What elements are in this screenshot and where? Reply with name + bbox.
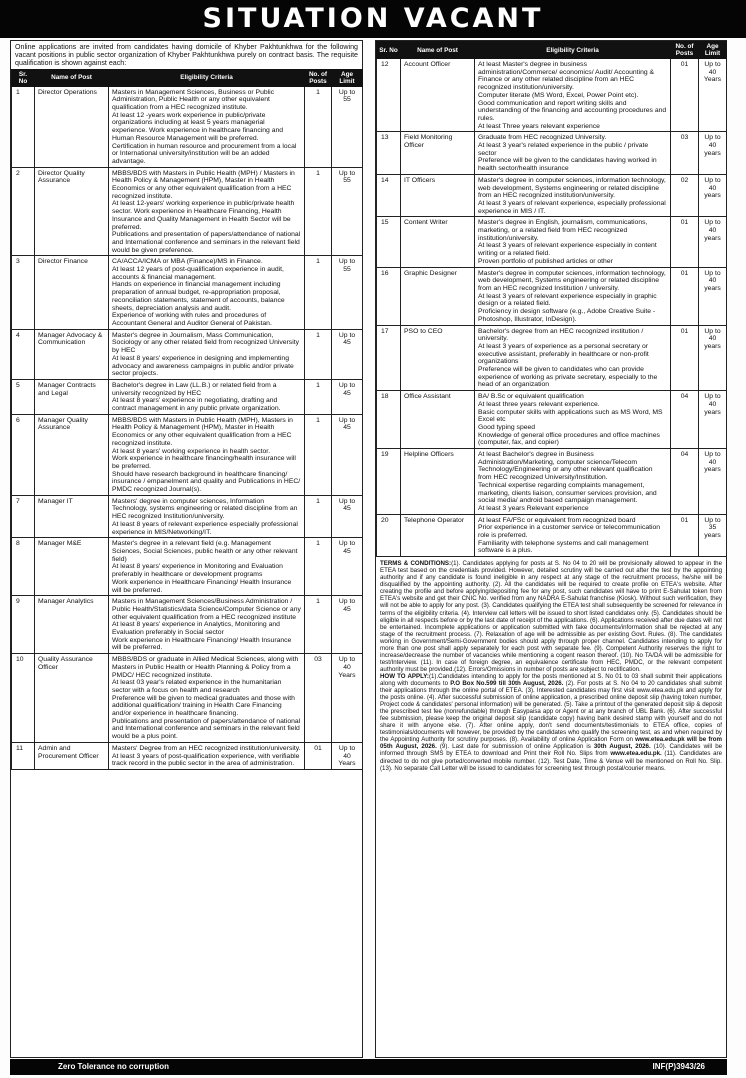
- post-name-cell: PSO to CEO: [401, 325, 475, 391]
- table-body-left: [12, 86, 363, 769]
- criteria-cell: MBBS/BDS or graduate in Allied Medical Sciences, along with Masters in Public Health or Health Planning & Policy from a PMDC/ HEC recognized institute. At least 03 year's related experience in the humanitarian sector with a focus on health and research Preference will be given to medical graduates and those with additional qualification/ training in Health Care Financing and/or experience in healthcare financing. Publications and presentation of papers/attendance of national and International conference and seminars in the relevant field would be a plus point.: [109, 654, 305, 743]
- criteria-cell: MBBS/BDS with Masters in Public Health (MPH) / Masters in Health Policy & Management (HPM), Master in Health Economics or any other equivalent qualification from a HEC recognized institute. At least 12-years' working experience in public/private health sector. Work experience in Healthcare Financing, Health Insurance and Quality Management in Health Sector will be preferred. Publications and presentation of papers/attendance of national and International conference and seminars in the relevant field would be given preference.: [109, 167, 305, 256]
- post-name-cell: Manager Analytics: [35, 596, 109, 654]
- apply-text: (1).Candidates intending to apply for the posts mentioned at S. No 01 to 03 shall submit their applications along with documents to: [380, 672, 722, 687]
- footer-slogan: Zero Tolerance no corruption: [58, 1062, 169, 1071]
- posts-count-cell: 1: [305, 414, 332, 495]
- table-row: [377, 267, 727, 325]
- apply-text: (9). Last date for submission of online Application is: [436, 743, 594, 751]
- header-posts: No. of Posts: [671, 42, 699, 59]
- sr-cell: 13: [377, 132, 401, 175]
- post-name-cell: Account Officer: [401, 59, 475, 132]
- table-row: [377, 174, 727, 217]
- header-criteria: Eligibility Criteria: [109, 69, 305, 86]
- post-name-cell: Quality Assurance Officer: [35, 654, 109, 743]
- age-limit-cell: Up to 55: [332, 256, 363, 329]
- sr-cell: 8: [12, 538, 35, 596]
- sr-cell: 7: [12, 495, 35, 538]
- sr-cell: 20: [377, 514, 401, 557]
- posts-count-cell: 01: [671, 325, 699, 391]
- criteria-cell: Masters' degree in computer sciences, Information Technology, systems engineering or related discipline from an HEC recognized Institution/university. At least 8 years of relevant experience especially professional experience in MIS/Networking/IT.: [109, 495, 305, 538]
- post-name-cell: Manager IT: [35, 495, 109, 538]
- table-row: [12, 596, 363, 654]
- criteria-cell: At least FA/FSc or equivalent from recognized board Prior experience in a customer service or telecommunication role is preferred. Familiarity with telephone systems and call management software is a plus.: [475, 514, 671, 557]
- table-row: [377, 391, 727, 449]
- age-limit-cell: Up to 55: [332, 86, 363, 167]
- criteria-cell: Bachelor's degree in Law (LL.B.) or related field from a university recognized by HEC At least 8 years' experience in negotiating, drafting and contract management in any public private organization.: [109, 379, 305, 414]
- criteria-cell: BA/ B.Sc or equivalent qualification At least three years relevant experience. Basic computer skills with applications such as MS Word, MS Excel etc Good typing speed Knowledge of general office procedures and office machines (computer, fax, and copier): [475, 391, 671, 449]
- intro-paragraph: Online applications are invited from candidates having domicile of Khyber Pakhtunkhwa for the following vacant positions in public sector organization of Khyber Pakhtunkhwa purely on contract basis. The requisite qualification is shown against each:: [15, 43, 358, 68]
- table-row: [12, 256, 363, 329]
- apply-last-date: 30th August, 2026.: [593, 743, 651, 751]
- table-header-row: [12, 69, 363, 86]
- posts-count-cell: 1: [305, 167, 332, 256]
- post-name-cell: Manager Contracts and Legal: [35, 379, 109, 414]
- sr-cell: 9: [12, 596, 35, 654]
- age-limit-cell: Up to 40 years: [699, 267, 727, 325]
- right-column: [375, 40, 727, 1058]
- terms-paragraph: [380, 560, 722, 673]
- apply-text: (10). Candidates will be informed through SMS by ETEA to download and Print their Roll No. Slips from: [380, 743, 723, 758]
- post-name-cell: Field Monitoring Officer: [401, 132, 475, 175]
- age-limit-cell: Up to 45: [332, 329, 363, 379]
- apply-deadline-po-box: P.O Box No.599 till 30th August, 2026.: [450, 679, 564, 687]
- sr-cell: 11: [12, 742, 35, 769]
- posts-count-cell: 01: [671, 59, 699, 132]
- age-limit-cell: Up to 45: [332, 538, 363, 596]
- criteria-cell: Master's degree in computer sciences, information technology, web development, Systems engineering or related discipline from an HEC recognized institution/university. At least 3 years of relevant experience, especially professional experience in MIS / IT.: [475, 174, 671, 217]
- sr-cell: 15: [377, 217, 401, 267]
- posts-count-cell: 1: [305, 256, 332, 329]
- sr-cell: 1: [12, 86, 35, 167]
- age-limit-cell: Up to 40 years: [699, 325, 727, 391]
- table-row: [12, 654, 363, 743]
- post-name-cell: Telephone Operator: [401, 514, 475, 557]
- posts-count-cell: 1: [305, 86, 332, 167]
- apply-availability-date: www.etea.edu.pk will be from 05th August, 2026.: [380, 736, 722, 751]
- footer-bar: [10, 1059, 727, 1075]
- posts-count-cell: 1: [305, 329, 332, 379]
- post-name-cell: Director Quality Assurance: [35, 167, 109, 256]
- age-limit-cell: Up to 45: [332, 596, 363, 654]
- footer-reference: INF(P)3943/26: [652, 1062, 705, 1071]
- sr-cell: 10: [12, 654, 35, 743]
- sr-cell: 5: [12, 379, 35, 414]
- apply-text: (11). Candidates are directed to do not give ported/converted mobile number. (12). Test Date, Time & Venue will be mentioned on Roll No. Slip. (13). No separate Call Letter will be issued to candidates for screening test through postal/courier means.: [380, 750, 723, 772]
- table-row: [12, 742, 363, 769]
- apply-paragraph: [380, 673, 722, 772]
- posts-count-cell: 03: [305, 654, 332, 743]
- post-name-cell: Manager Quality Assurance: [35, 414, 109, 495]
- table-row: [12, 495, 363, 538]
- posts-count-cell: 1: [305, 596, 332, 654]
- table-row: [377, 59, 727, 132]
- age-limit-cell: Up to 40 years: [699, 174, 727, 217]
- age-limit-cell: Up to 40 years: [699, 217, 727, 267]
- left-column: [10, 40, 363, 1058]
- header-age: Age Limit: [699, 42, 727, 59]
- table-row: [377, 449, 727, 515]
- table-row: [12, 86, 363, 167]
- vacancy-table-right: [376, 41, 727, 557]
- sr-cell: 12: [377, 59, 401, 132]
- table-row: [12, 414, 363, 495]
- post-name-cell: Director Finance: [35, 256, 109, 329]
- vacancy-table-left: [11, 69, 363, 770]
- terms-section: [376, 557, 726, 774]
- table-row: [12, 379, 363, 414]
- sr-cell: 4: [12, 329, 35, 379]
- apply-website: www.etea.edu.pk.: [610, 750, 662, 758]
- table-row: [12, 167, 363, 256]
- criteria-cell: At least Bachelor's degree in Business Administration/Marketing, computer science/Telecom Technology/Engineering or any other relevant qualification from HEC recognized University/Institution. Technical expertise regarding complaints management, marketing, clients liaison, consumer services provision, and social media/ android based campaign management. At least 3 years Relevant experience: [475, 449, 671, 515]
- criteria-cell: Graduate from HEC recognized University. At least 3 year's related experience in the public / private sector Preference will be given to the candidates having worked in health sector/health insurance: [475, 132, 671, 175]
- terms-heading: TERMS & CONDITIONS:: [380, 560, 452, 568]
- header-sr: Sr. No: [377, 42, 401, 59]
- criteria-cell: Masters in Management Sciences, Business or Public Administration, Public Health or any other equivalent qualification from a HEC recognized institute. At least 12 -years work experience in public/private organizations including at least 5 years managerial experience. Work experience in healthcare financing and Human Resource Management will be preferred. Certification in human resource and procurement from a local or International university/institution will be an added advantage.: [109, 86, 305, 167]
- criteria-cell: MBBS/BDS with Masters in Public Health (MPH), Masters in Health Policy & Management (HPM), Master in Health Economics or any other equivalent qualification from a HEC recognized institute. At least 8 years' working experience in health sector. Work experience in healthcare financing/health insurance will be preferred. Should have research background in healthcare financing/ insurance / empanelment and quality and Publications in HEC/ PMDC recognized Journal(s).: [109, 414, 305, 495]
- sr-cell: 16: [377, 267, 401, 325]
- sr-cell: 3: [12, 256, 35, 329]
- header-sr: Sr. No: [12, 69, 35, 86]
- header-posts: No. of Posts: [305, 69, 332, 86]
- post-name-cell: Office Assistant: [401, 391, 475, 449]
- page-title: SITUATION VACANT: [0, 0, 746, 38]
- table-row: [377, 325, 727, 391]
- age-limit-cell: Up to 35 years: [699, 514, 727, 557]
- post-name-cell: IT Officers: [401, 174, 475, 217]
- posts-count-cell: 02: [671, 174, 699, 217]
- post-name-cell: Manager Advocacy & Communication: [35, 329, 109, 379]
- apply-text: (2). For posts at S. No 04 to 20 candidates shall submit their applications through the online portal of ETEA. (3). Interested candidates may first visit www.etea.edu.pk and apply for the posts online. (4). After successful submission of online application, a prescribed online deposit slip (having token number, Project code & candidates' personal information) will be generated. (5). Take a printout of the generated deposit slip & deposit the prescribed test fee (nonrefundable) through Easypaisa app or Agent or at any branch of UBL Bank. (6). After successful fee submission, please keep the original deposit slip (candidate copy) having bank desired stamp with yourself and do not share it with anyone else. (7). After online apply, don't send documents/testimonials to ETEA office, copies of testimonials/documents will however, be provided by the candidates who qualify the screening test, as and when required by the Appointing Authority for scrutiny purposes. (8). Availability of online Application Form on: [380, 679, 722, 744]
- posts-count-cell: 01: [671, 267, 699, 325]
- age-limit-cell: Up to 55: [332, 167, 363, 256]
- terms-text: (1). Candidates applying for posts at S. No 04 to 20 will be provisionally allowed to appear in the ETEA test based on the credentials provided. However, detailed scrutiny will be carried out after the test by the appointing authority and if any candidate is found ineligible in any respect at any stage of the recruitment process, he/she will be disqualified by the appointing authority. (2). All the candidates will be required to create profile on ETEA's website. After creating the profile and before applying/depositing fee for any post, such candidates will have to print E-Sahulat token from ETEA's website and get their CNIC No. verified from any NADRA E-Sahulat franchise (Kiosk). Without such verification, they will not be able to apply for any post. (3). Candidates qualifying the ETEA test shall subsequently be screened for relevance in terms of the eligibility criteria. (4). Interview call letters will be issued to short listed candidates only. (5). Candidates should be eligible in all respects before or by the last date of receipt of the applications. (6). Applications received after due dates will not be entertained. Incomplete applications or application submitted with fake documents/information shall be rejected at any stage of the recruitment process. (7). Relaxation of age will be admissible as per existing Govt. Rules. (8). The candidates working in Government/Semi-Government bodies should apply through proper channel. Candidates intending to apply for more than one post shall apply separately for each post with separate fee. (9). Competent Authority reserves the right to increase/decrease the number of vacancies while mentioning a cogent reason thereof. (10). No TA/DA will be admissible for test/Interview. (11). In case of foreign degree, an equivalence certificate from HEC, PMDC, or the relevant competent authority must be provided.(12). Errors/Omissions in number of posts are subject to rectification.: [380, 560, 722, 673]
- criteria-cell: Masters in Management Sciences/Business Administration / Public Health/Statistics/data Science/Computer Science or any other equivalent qualification from a HEC recognized institute At least 8 years' experience in Analytics, Monitoring and Evaluation preferably in Social sector Work experience in Healthcare Financing/ Health Insurance will be preferred.: [109, 596, 305, 654]
- criteria-cell: Master's degree in a relevant field (e.g. Management Sciences, Social Sciences, public health or any other relevant field) At least 8 years' experience in Monitoring and Evaluation preferably in healthcare or development programs Work experience in Healthcare Financing/ Health Insurance will be preferred.: [109, 538, 305, 596]
- post-name-cell: Helpline Officers: [401, 449, 475, 515]
- age-limit-cell: Up to 45: [332, 379, 363, 414]
- criteria-cell: Bachelor's degree from an HEC recognized institution / university. At least 3 years of experience as a personal secretary or executive assistant, preferably in healthcare or non-profit organizations Preference will be given to candidates who can provide experience of working as private secretary, especially to the head of an organization: [475, 325, 671, 391]
- age-limit-cell: Up to 40 years: [699, 391, 727, 449]
- age-limit-cell: Up to 40 Years: [699, 59, 727, 132]
- sr-cell: 14: [377, 174, 401, 217]
- sr-cell: 19: [377, 449, 401, 515]
- table-header-row: [377, 42, 727, 59]
- header-age: Age Limit: [332, 69, 363, 86]
- table-row: [12, 538, 363, 596]
- sr-cell: 2: [12, 167, 35, 256]
- age-limit-cell: Up to 40 Years: [332, 742, 363, 769]
- posts-count-cell: 01: [671, 217, 699, 267]
- posts-count-cell: 1: [305, 379, 332, 414]
- table-row: [377, 132, 727, 175]
- posts-count-cell: 1: [305, 495, 332, 538]
- age-limit-cell: Up to 40 years: [699, 449, 727, 515]
- criteria-cell: At least Master's degree in business administration/Commerce/ economics/ Audit/ Accounting & Finance or any other related discipline from an HEC recognized institution/university. Computer literate (MS Word, Excel, Power Point etc). Good communication and report writing skills and understanding of the financing and accounting procedures and rules. At least Three years relevant experience: [475, 59, 671, 132]
- criteria-cell: CA/ACCA/ICMA or MBA (Finance)/MS in Finance. At least 12 years of post-qualification experience in audit, accounts & financial management. Hands on experience in financial management including preparation of annual budget, re-appropriation proposal, reconciliation statements, statement of accounts, balance sheets, depreciation analysis and audit. Experience of working with rules and procedures of Accountant General and Auditor General of Pakistan.: [109, 256, 305, 329]
- posts-count-cell: 01: [305, 742, 332, 769]
- sr-cell: 6: [12, 414, 35, 495]
- table-body-right: [377, 59, 727, 557]
- post-name-cell: Content Writer: [401, 217, 475, 267]
- criteria-cell: Master's degree in Journalism, Mass Communication, Sociology or any other related field from recognized University by HEC At least 8 years' experience in designing and implementing advocacy and awareness campaigns in public and/or private sector projects.: [109, 329, 305, 379]
- posts-count-cell: 04: [671, 449, 699, 515]
- header-post: Name of Post: [35, 69, 109, 86]
- header-post: Name of Post: [401, 42, 475, 59]
- posts-count-cell: 03: [671, 132, 699, 175]
- age-limit-cell: Up to 45: [332, 414, 363, 495]
- criteria-cell: Masters' Degree from an HEC recognized institution/university. At least 3 years of post-qualification experience, with verifiable track record in the public sector in the area of administration.: [109, 742, 305, 769]
- post-name-cell: Manager M&E: [35, 538, 109, 596]
- sr-cell: 18: [377, 391, 401, 449]
- posts-count-cell: 04: [671, 391, 699, 449]
- age-limit-cell: Up to 40 Years: [332, 654, 363, 743]
- apply-heading: HOW TO APPLY:: [380, 672, 429, 680]
- table-row: [12, 329, 363, 379]
- criteria-cell: Master's degree in computer sciences, information technology, web development, Systems engineering or related discipline from an HEC recognized Institution / university. At least 3 years of relevant experience especially in graphic design or a related field. Proficiency in design software (e.g., Adobe Creative Suite - Photoshop, Illustrator, InDesign).: [475, 267, 671, 325]
- table-row: [377, 217, 727, 267]
- age-limit-cell: Up to 40 years: [699, 132, 727, 175]
- table-row: [377, 514, 727, 557]
- post-name-cell: Director Operations: [35, 86, 109, 167]
- header-criteria: Eligibility Criteria: [475, 42, 671, 59]
- criteria-cell: Master's degree in English, journalism, communications, marketing, or a related field from HEC recognized institution/university. At least 3 years of relevant experience especially in content writing or a related field. Proven portfolio of published articles or other: [475, 217, 671, 267]
- post-name-cell: Admin and Procurement Officer: [35, 742, 109, 769]
- posts-count-cell: 01: [671, 514, 699, 557]
- age-limit-cell: Up to 45: [332, 495, 363, 538]
- post-name-cell: Graphic Designer: [401, 267, 475, 325]
- posts-count-cell: 1: [305, 538, 332, 596]
- sr-cell: 17: [377, 325, 401, 391]
